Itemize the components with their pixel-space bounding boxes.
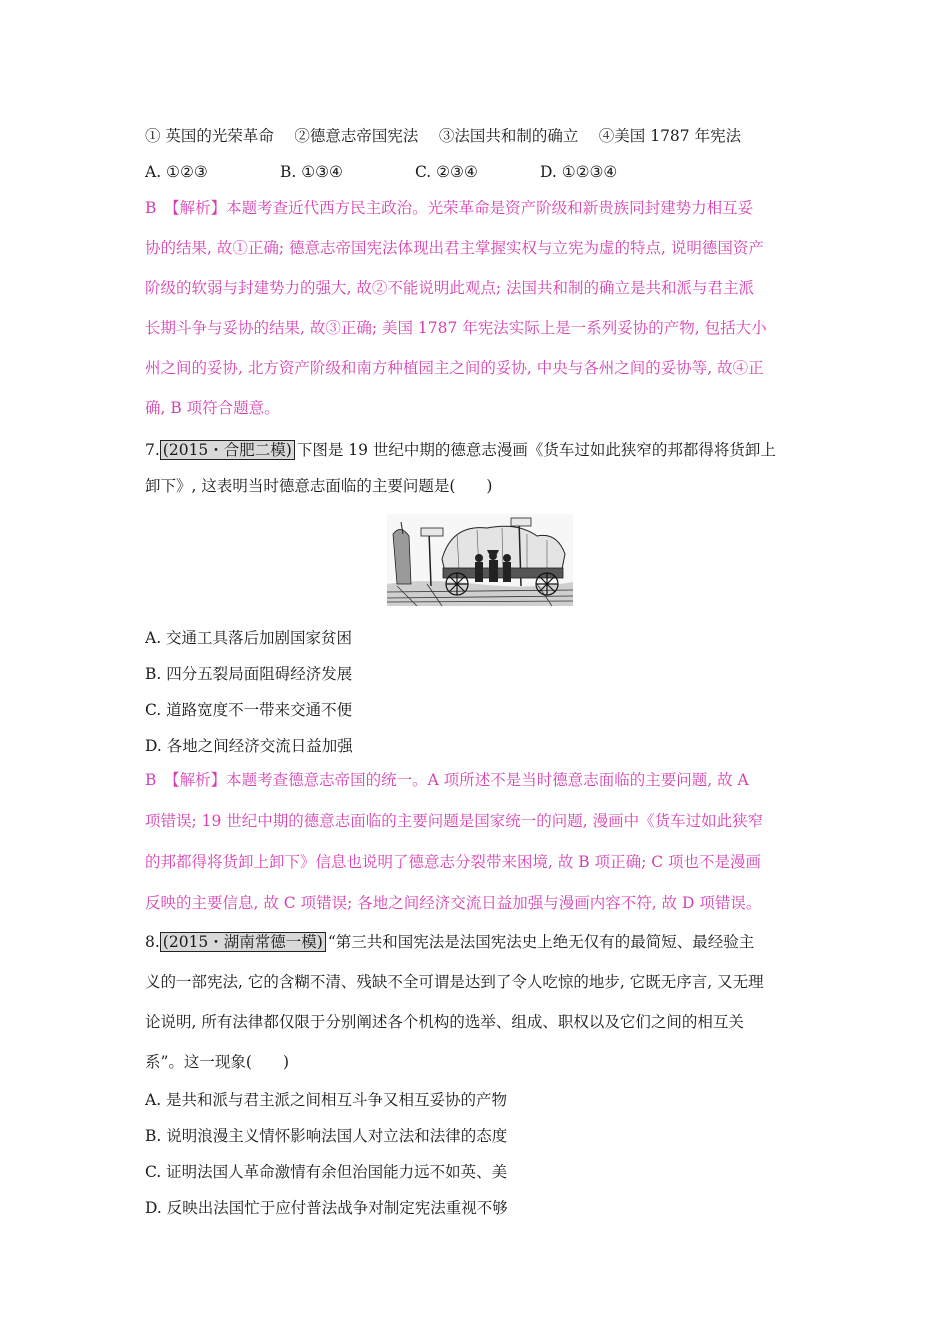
q8-stem-line2: 义的一部宪法, 它的含糊不清、残缺不全可谓是达到了令人吃惊的地步, 它既无序言, 又无理 — [145, 973, 764, 991]
q7-option-c: C. 道路宽度不一带来交通不便 — [145, 701, 353, 719]
q8-stem-line1: “第三共和国宪法是法国宪法史上绝无仅有的最简短、最经验主 — [327, 933, 755, 951]
q7-analysis — [145, 770, 763, 934]
q6-analysis-line: 确, B 项符合题意。 — [145, 399, 280, 417]
q7-figure — [145, 514, 815, 606]
q6-statements — [145, 126, 741, 146]
q6-option-d: D. ①②③④ — [540, 163, 618, 181]
q8-option-b: B. 说明浪漫主义情怀影响法国人对立法和法律的态度 — [145, 1127, 508, 1145]
q8-stem-line3: 论说明, 所有法律都仅限于分别阐述各个机构的选举、组成、职权以及它们之间的相互关 — [145, 1013, 744, 1031]
q7-analysis-line: 反映的主要信息, 故 C 项错误; 各地之间经济交流日益加强与漫画内容不符, 故 D 项错误。 — [145, 894, 762, 912]
q6-analysis-line: 阶级的软弱与封建势力的强大, 故②不能说明此观点; 法国共和制的确立是共和派与君主派 — [145, 279, 755, 297]
q8-stem-line4: 系”。这一现象( ) — [145, 1053, 290, 1071]
q6-analysis — [145, 198, 767, 438]
q6-option-a: A. ①②③ — [145, 163, 208, 181]
q6-analysis-line: B 【解析】本题考查近代西方民主政治。光荣革命是资产阶级和新贵族同封建势力相互妥 — [145, 199, 754, 217]
q6-statement-4: ④美国 1787 年宪法 — [598, 127, 742, 145]
q7-stem-line1: 下图是 19 世纪中期的德意志漫画《货车过如此狭窄的邦都得将货卸上 — [296, 441, 776, 459]
q7-stem — [145, 440, 776, 460]
q6-analysis-line: 州之间的妥协, 北方资产阶级和南方种植园主之间的妥协, 中央与各州之间的妥协等, 故④正 — [145, 359, 764, 377]
q6-analysis-line: 长期斗争与妥协的结果, 故③正确; 美国 1787 年宪法实际上是一系列妥协的产物, 包括大小 — [145, 319, 767, 337]
q7-option-b: B. 四分五裂局面阻碍经济发展 — [145, 665, 353, 683]
q6-options — [145, 162, 617, 182]
q8-option-c: C. 证明法国人革命激情有余但治国能力远不如英、美 — [145, 1163, 508, 1181]
q6-statement-1: ① 英国的光荣革命 — [145, 127, 274, 145]
q8-stem — [145, 932, 754, 952]
q7-stem-line2: 卸下》, 这表明当时德意志面临的主要问题是( ) — [145, 477, 493, 495]
q8-source-tag: (2015・湖南常德一模) — [160, 932, 326, 952]
q6-option-c: C. ②③④ — [415, 163, 478, 181]
q7-source-tag: (2015・合肥二模) — [160, 440, 295, 460]
q6-statement-3: ③法国共和制的确立 — [438, 127, 579, 145]
q7-option-d: D. 各地之间经济交流日益加强 — [145, 737, 353, 755]
q8-number: 8. — [145, 933, 160, 951]
q7-analysis-line: 的邦都得将货卸上卸下》信息也说明了德意志分裂带来困境, 故 B 项正确; C 项也不是漫画 — [145, 853, 762, 871]
q6-option-b: B. ①③④ — [280, 163, 343, 181]
q7-analysis-line: 项错误; 19 世纪中期的德意志面临的主要问题是国家统一的问题, 漫画中《货车过如此狭窄 — [145, 812, 764, 830]
cartoon-wagon-image — [387, 514, 573, 606]
q8-option-a: A. 是共和派与君主派之间相互斗争又相互妥协的产物 — [145, 1091, 508, 1109]
q7-number: 7. — [145, 441, 160, 459]
q7-analysis-line: B 【解析】本题考查德意志帝国的统一。A 项所述不是当时德意志面临的主要问题, 故 A — [145, 771, 749, 789]
q8-option-d: D. 反映出法国忙于应付普法战争对制定宪法重视不够 — [145, 1199, 508, 1217]
q6-analysis-line: 协的结果, 故①正确; 德意志帝国宪法体现出君主掌握实权与立宪为虚的特点, 说明德国资产 — [145, 239, 764, 257]
q7-option-a: A. 交通工具落后加剧国家贫困 — [145, 629, 353, 647]
q6-statement-2: ②德意志帝国宪法 — [294, 127, 419, 145]
